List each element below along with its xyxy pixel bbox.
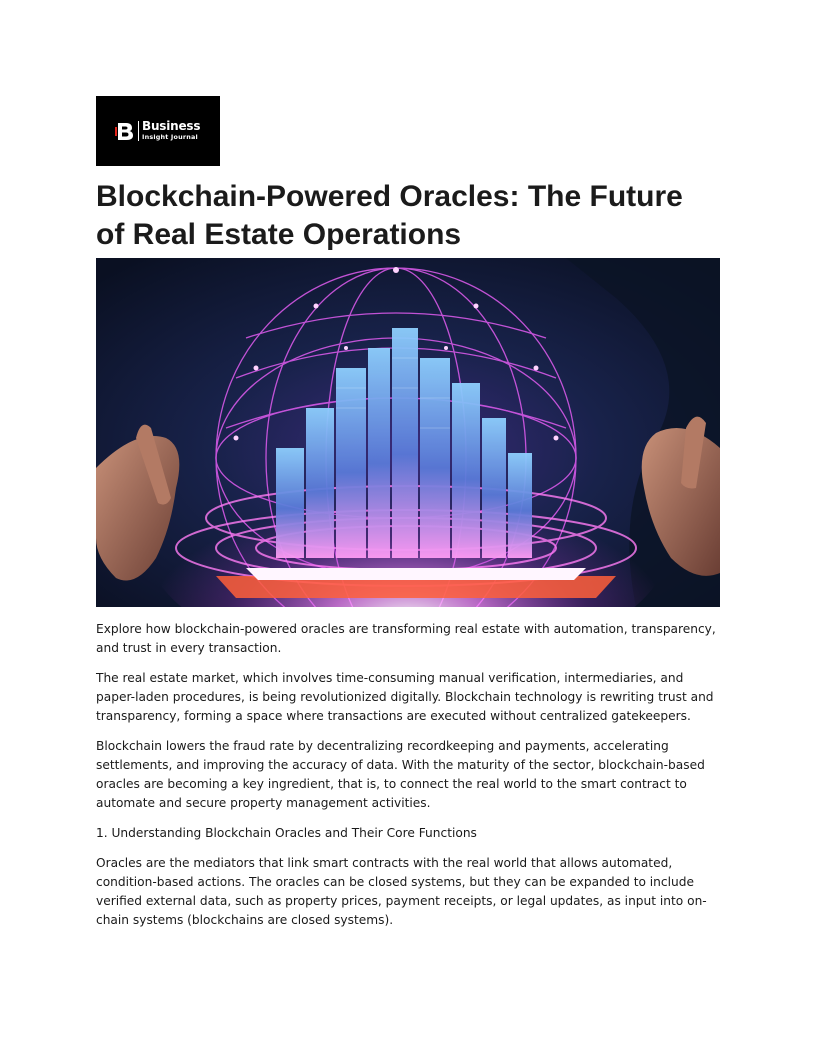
hero-image [96,258,720,607]
article-paragraph: Oracles are the mediators that link smart contracts with the real world that allows automated, condition-based actions. The oracles can be closed systems, but they can be expanded to include verified external data, such as property prices, payment receipts, or legal updates, as input into on-chain systems (blockchains are closed systems). [96,856,707,927]
publication-logo[interactable] [96,96,220,166]
logo-b-mark-icon [114,120,136,142]
article-body [96,620,722,941]
article-intro: Explore how blockchain-powered oracles are transforming real estate with automation, transparency, and trust in every transaction. [96,622,716,655]
logo-name: Business [142,119,201,133]
article-title: Blockchain-Powered Oracles: The Future of Real Estate Operations [96,180,683,251]
logo-divider [138,121,139,141]
logo-tagline: Insight Journal [142,133,198,141]
article-paragraph: Blockchain lowers the fraud rate by decentralizing recordkeeping and payments, accelerating settlements, and improving the accuracy of data. With the maturity of the sector, blockchain-based oracles are becoming a key ingredient, that is, to connect the real world to the smart contract to automate and secure property management activities. [96,739,705,810]
article-paragraph: The real estate market, which involves time-consuming manual verification, intermediaries, and paper-laden procedures, is being revolutionized digitally. Blockchain technology is rewriting trust and transparency, forming a space where transactions are executed without centralized gatekeepers. [96,671,714,723]
section-heading: 1. Understanding Blockchain Oracles and Their Core Functions [96,826,477,840]
